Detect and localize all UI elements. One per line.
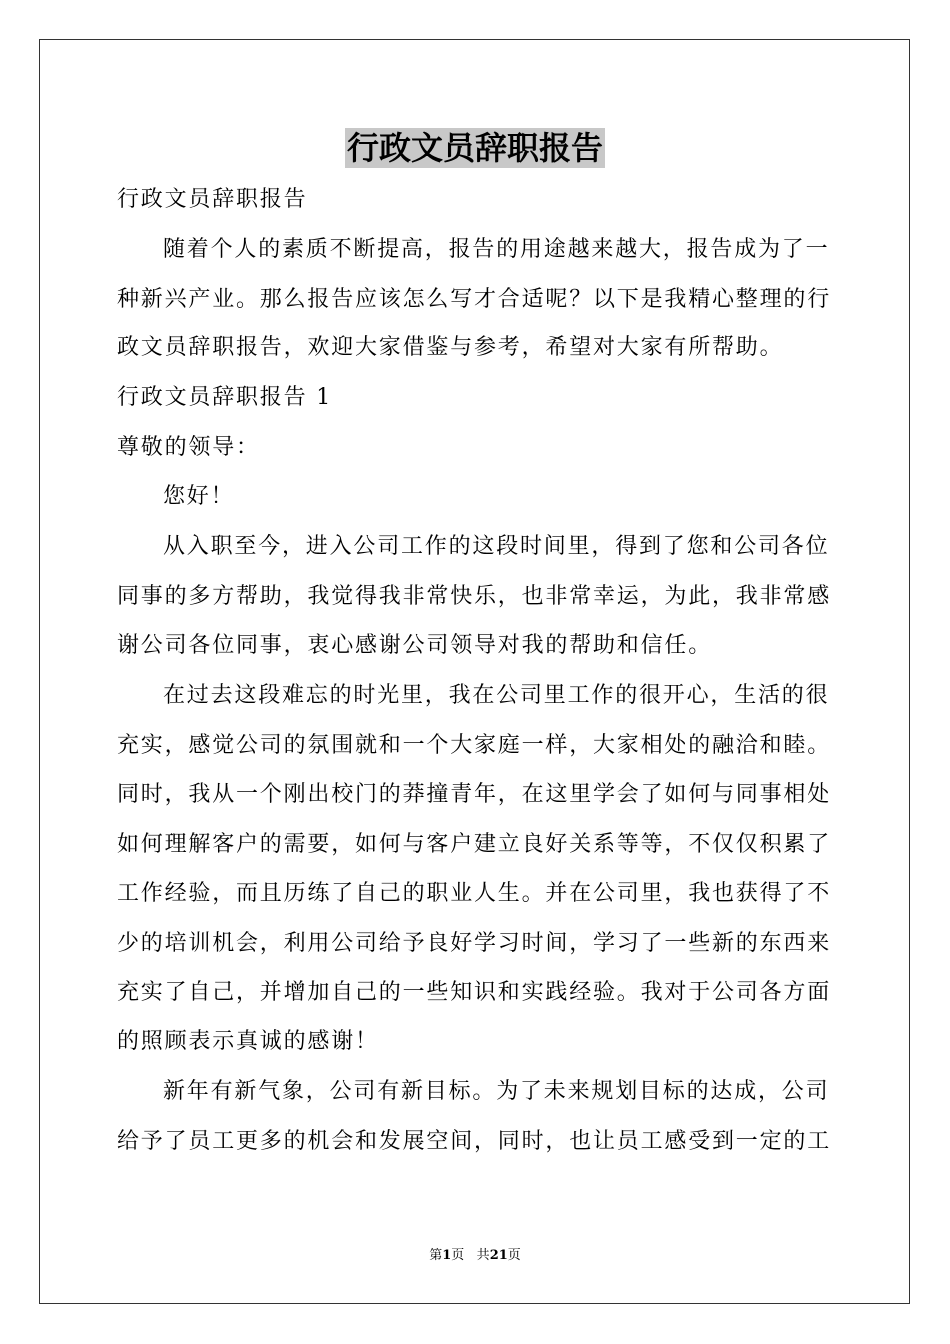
- paragraph-line: 充实了自己，并增加自己的一些知识和实践经验。我对于公司各方面: [117, 980, 832, 1005]
- paragraph-line: 少的培训机会，利用公司给予良好学习时间，学习了一些新的东西来: [117, 931, 832, 956]
- document-title: 行政文员辞职报告: [346, 129, 603, 167]
- page-border: [39, 39, 910, 1304]
- section-heading: 行政文员辞职报告 1: [117, 385, 332, 410]
- page-suffix: 页: [451, 1248, 465, 1263]
- paragraph-line: 如何理解客户的需要，如何与客户建立良好关系等等，不仅仅积累了: [117, 832, 832, 857]
- paragraph-line: 给予了员工更多的机会和发展空间，同时，也让员工感受到一定的工: [117, 1129, 832, 1154]
- paragraph-line: 在过去这段难忘的时光里，我在公司里工作的很开心，生活的很: [163, 683, 830, 708]
- page-prefix: 第: [429, 1248, 443, 1263]
- paragraph-line: 种新兴产业。那么报告应该怎么写才合适呢？以下是我精心整理的行: [117, 287, 832, 312]
- paragraph-line: 谢公司各位同事，衷心感谢公司领导对我的帮助和信任。: [117, 633, 713, 658]
- total-prefix: 共: [476, 1248, 490, 1263]
- total-suffix: 页: [507, 1248, 521, 1263]
- paragraph-line: 的照顾表示真诚的感谢！: [117, 1029, 379, 1054]
- page-footer: [0, 1248, 950, 1264]
- greeting: 您好！: [163, 484, 235, 509]
- paragraph-line: 政文员辞职报告，欢迎大家借鉴与参考，希望对大家有所帮助。: [117, 335, 784, 360]
- paragraph-line: 同事的多方帮助，我觉得我非常快乐，也非常幸运，为此，我非常感: [117, 584, 832, 609]
- page-number: 1: [442, 1248, 452, 1263]
- subtitle-line: 行政文员辞职报告: [117, 187, 308, 212]
- total-pages: 21: [489, 1248, 508, 1263]
- paragraph-line: 从入职至今，进入公司工作的这段时间里，得到了您和公司各位: [163, 534, 830, 559]
- paragraph-line: 充实，感觉公司的氛围就和一个大家庭一样，大家相处的融洽和睦。: [117, 733, 832, 758]
- paragraph-line: 同时，我从一个刚出校门的莽撞青年，在这里学会了如何与同事相处: [117, 782, 832, 807]
- paragraph-line: 随着个人的素质不断提高，报告的用途越来越大，报告成为了一: [163, 237, 830, 262]
- salutation: 尊敬的领导：: [117, 435, 260, 460]
- paragraph-line: 工作经验，而且历练了自己的职业人生。并在公司里，我也获得了不: [117, 881, 832, 906]
- paragraph-line: 新年有新气象，公司有新目标。为了未来规划目标的达成，公司: [163, 1079, 830, 1104]
- title-container: [0, 128, 950, 168]
